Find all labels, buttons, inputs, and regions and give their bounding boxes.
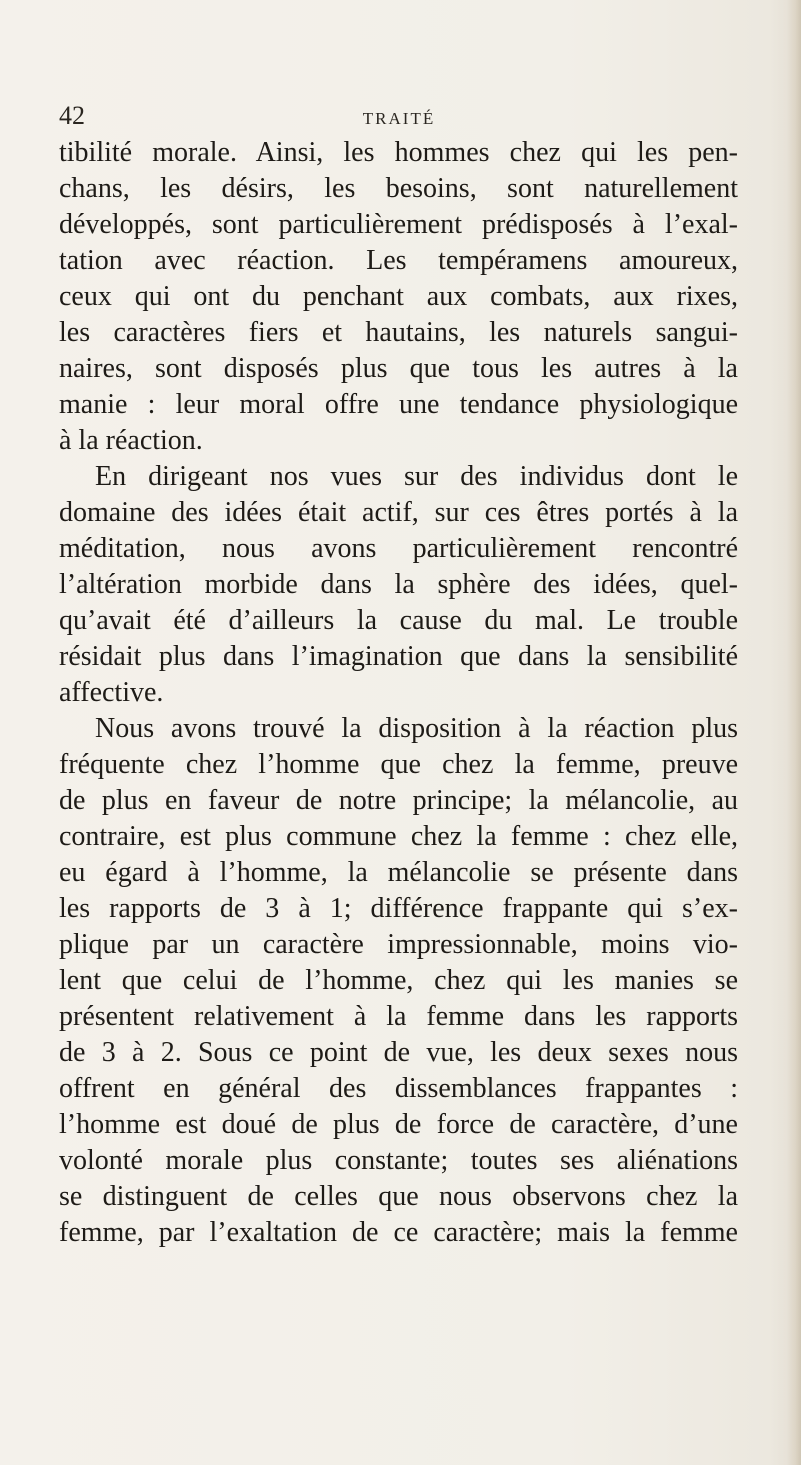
text-line: manie : leur moral offre une tendance physiologique bbox=[59, 389, 738, 420]
text-line: domaine des idées était actif, sur ces êtres portés à la bbox=[59, 497, 738, 528]
text-line: résidait plus dans l’imagination que dans la sensibilité bbox=[59, 641, 738, 672]
text-line: se distinguent de celles que nous observons chez la bbox=[59, 1181, 738, 1212]
text-line: les caractères fiers et hautains, les naturels sangui- bbox=[59, 317, 738, 348]
text-line: affective. bbox=[59, 677, 164, 708]
text-line: développés, sont particulièrement prédisposés à l’exal- bbox=[59, 209, 738, 240]
text-line: méditation, nous avons particulièrement rencontré bbox=[59, 533, 738, 564]
text-line: tation avec réaction. Les tempéramens amoureux, bbox=[59, 245, 738, 276]
text-line: volonté morale plus constante; toutes ses aliénations bbox=[59, 1145, 738, 1176]
text-line: femme, par l’exaltation de ce caractère; mais la femme bbox=[59, 1217, 738, 1248]
text-line: contraire, est plus commune chez la femme : chez elle, bbox=[59, 821, 738, 852]
running-head: TRAITÉ bbox=[362, 109, 436, 128]
text-line: naires, sont disposés plus que tous les autres à la bbox=[59, 353, 738, 384]
body-text bbox=[59, 135, 738, 1251]
text-line: lent que celui de l’homme, chez qui les manies se bbox=[59, 965, 738, 996]
text-line: présentent relativement à la femme dans les rapports bbox=[59, 1001, 738, 1032]
text-line: eu égard à l’homme, la mélancolie se présente dans bbox=[59, 857, 738, 888]
text-line: les rapports de 3 à 1; différence frappante qui s’ex- bbox=[59, 893, 738, 924]
text-line: de 3 à 2. Sous ce point de vue, les deux sexes nous bbox=[59, 1037, 738, 1068]
text-line: offrent en général des dissemblances frappantes : bbox=[59, 1073, 738, 1104]
page-number: 42 bbox=[59, 101, 85, 130]
text-line: tibilité morale. Ainsi, les hommes chez qui les pen- bbox=[59, 137, 738, 168]
page-header bbox=[59, 98, 739, 134]
text-line: qu’avait été d’ailleurs la cause du mal. Le trouble bbox=[59, 605, 738, 636]
text-line: fréquente chez l’homme que chez la femme, preuve bbox=[59, 749, 738, 780]
text-line: de plus en faveur de notre principe; la mélancolie, au bbox=[59, 785, 738, 816]
text-line: à la réaction. bbox=[59, 425, 203, 456]
page-edge-shadow bbox=[787, 0, 801, 1465]
text-line: chans, les désirs, les besoins, sont naturellement bbox=[59, 173, 738, 204]
text-line: En dirigeant nos vues sur des individus dont le bbox=[95, 461, 738, 492]
text-line: l’homme est doué de plus de force de caractère, d’une bbox=[59, 1109, 738, 1140]
text-line: plique par un caractère impressionnable, moins vio- bbox=[59, 929, 738, 960]
text-line: ceux qui ont du penchant aux combats, aux rixes, bbox=[59, 281, 738, 312]
text-line: l’altération morbide dans la sphère des idées, quel- bbox=[59, 569, 738, 600]
text-line: Nous avons trouvé la disposition à la réaction plus bbox=[95, 713, 738, 744]
